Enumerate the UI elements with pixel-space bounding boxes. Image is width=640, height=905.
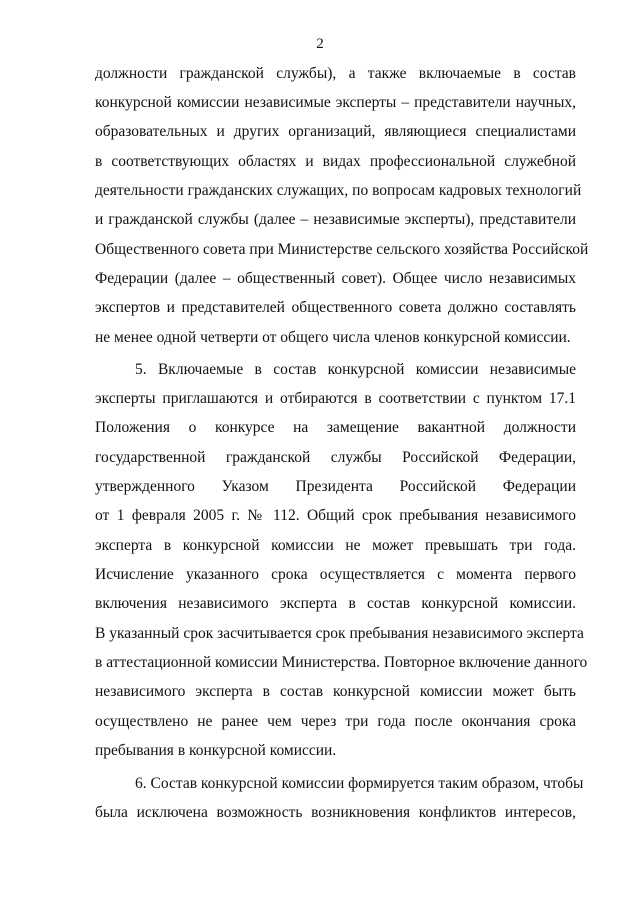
text-line: экспертов и представителей общественного совета должно составлять [95,299,576,316]
text-line: осуществлено не ранее чем через три года после окончания срока [95,713,576,730]
text-line: государственной гражданской службы Российской Федерации, [95,449,576,466]
text-line: должности гражданской службы), а также включаемые в состав [95,65,576,82]
text-line: независимого эксперта в состав конкурсной комиссии может быть [95,683,576,700]
text-line: образовательных и других организаций, являющиеся специалистами [95,123,576,140]
text-line: и гражданской службы (далее – независимые эксперты), представители [95,211,576,228]
text-line: в аттестационной комиссии Министерства. Повторное включение данного [95,654,588,671]
text-line: не менее одной четверти от общего числа членов конкурсной комиссии. [95,329,571,346]
text-line: от 1 февраля 2005 г. № 112. Общий срок пребывания независимого [95,507,576,524]
text-line: Положения о конкурсе на замещение вакантной должности [95,419,576,436]
text-line: деятельности гражданских служащих, по вопросам кадровых технологий [95,182,582,199]
text-line: утвержденного Указом Президента Российской Федерации [95,478,576,495]
text-line: в соответствующих областях и видах профессиональной служебной [95,153,576,170]
text-line: конкурсной комиссии независимые эксперты – представители научных, [95,94,576,111]
text-line: Общественного совета при Министерстве сельского хозяйства Российской [95,241,589,258]
text-line: Исчисление указанного срока осуществляется с момента первого [95,566,576,583]
text-line: В указанный срок засчитывается срок пребывания независимого эксперта [95,625,584,642]
text-line: пребывания в конкурсной комиссии. [95,742,337,759]
paragraph-6-first-line: 6. Состав конкурсной комиссии формируется таким образом, чтобы [135,775,584,792]
paragraph-5-first-line: 5. Включаемые в состав конкурсной комиссии независимые [135,361,576,378]
text-line: была исключена возможность возникновения конфликтов интересов, [95,804,576,821]
page-number: 2 [316,36,324,52]
text-line: эксперты приглашаются и отбираются в соответствии с пунктом 17.1 [95,390,576,407]
text-line: эксперта в конкурсной комиссии не может превышать три года. [95,537,576,554]
text-line: включения независимого эксперта в состав конкурсной комиссии. [95,595,576,612]
text-line: Федерации (далее – общественный совет). Общее число независимых [95,270,576,287]
